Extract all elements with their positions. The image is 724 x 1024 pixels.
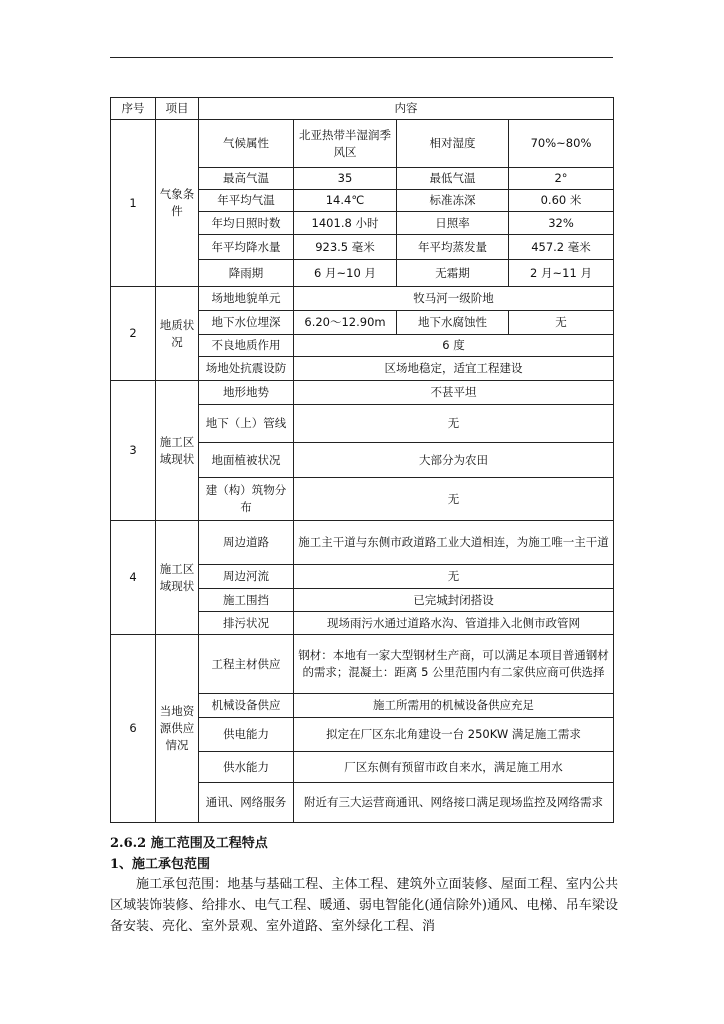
cell: 无 [294, 478, 614, 521]
cell: 70%~80% [509, 120, 614, 168]
cell: 1401.8 小时 [294, 212, 397, 235]
cell: 无 [294, 405, 614, 443]
body-paragraph: 施工承包范围：地基与基础工程、主体工程、建筑外立面装修、屋面工程、室内公共区域装饰装修、给排水、电气工程、暖通、弱电智能化(通信除外)通风、电梯、吊车梁设备安装、亮化、室外景观、室外道路、室外绿化工程、消 [110, 877, 618, 934]
cell: 标准冻深 [397, 190, 509, 212]
cell: 气候属性 [199, 120, 294, 168]
cell: 场地地貌单元 [199, 287, 294, 311]
table-row [111, 635, 614, 694]
table-row [111, 287, 614, 311]
cell: 工程主材供应 [199, 635, 294, 694]
cell: 周边河流 [199, 565, 294, 589]
project-conditions-table [110, 97, 614, 823]
section-item: 施工区域现状 [156, 381, 199, 521]
section-item: 施工区域现状 [156, 521, 199, 635]
cell: 厂区东侧有预留市政自来水，满足施工用水 [294, 752, 614, 783]
cell: 2° [509, 168, 614, 190]
cell: 年均日照时数 [199, 212, 294, 235]
table-row [111, 120, 614, 168]
cell: 北亚热带半湿润季风区 [294, 120, 397, 168]
header-item: 项目 [156, 98, 199, 120]
section-heading: 2.6.2 施工范围及工程特点 [110, 836, 268, 851]
section-item: 地质状况 [156, 287, 199, 381]
cell: 年平均降水量 [199, 235, 294, 260]
cell: 钢材：本地有一家大型钢材生产商，可以满足本项目普通钢材的需求；混凝土：距离 5 公里范围内有二家供应商可供选择 [294, 635, 614, 694]
cell: 机械设备供应 [199, 694, 294, 718]
cell: 无 [509, 311, 614, 335]
subsection-heading: 1、施工承包范围 [110, 857, 211, 872]
cell: 供水能力 [199, 752, 294, 783]
cell: 最低气温 [397, 168, 509, 190]
section-no: 1 [111, 120, 156, 287]
cell: 降雨期 [199, 260, 294, 287]
cell: 不良地质作用 [199, 335, 294, 357]
cell: 通讯、网络服务 [199, 783, 294, 823]
page-header-rule [110, 57, 613, 58]
cell: 排污状况 [199, 612, 294, 635]
cell: 最高气温 [199, 168, 294, 190]
cell: 6 月~10 月 [294, 260, 397, 287]
cell: 年平均气温 [199, 190, 294, 212]
cell: 地形地势 [199, 381, 294, 405]
cell: 0.60 米 [509, 190, 614, 212]
cell: 不甚平坦 [294, 381, 614, 405]
cell: 地下（上）管线 [199, 405, 294, 443]
cell: 地下水腐蚀性 [397, 311, 509, 335]
cell: 牧马河一级阶地 [294, 287, 614, 311]
cell: 14.4℃ [294, 190, 397, 212]
cell: 6 度 [294, 335, 614, 357]
cell: 923.5 毫米 [294, 235, 397, 260]
cell: 建（构）筑物分布 [199, 478, 294, 521]
cell: 地面植被状况 [199, 443, 294, 478]
cell: 拟定在厂区东北角建设一台 250KW 满足施工需求 [294, 718, 614, 752]
section-no: 3 [111, 381, 156, 521]
cell: 日照率 [397, 212, 509, 235]
cell: 已完城封闭搭设 [294, 589, 614, 612]
cell: 现场雨污水通过道路水沟、管道排入北侧市政管网 [294, 612, 614, 635]
section-item: 气象条件 [156, 120, 199, 287]
cell: 32% [509, 212, 614, 235]
cell: 附近有三大运营商通讯、网络接口满足现场监控及网络需求 [294, 783, 614, 823]
section-no: 6 [111, 635, 156, 823]
table-row [111, 521, 614, 565]
cell: 地下水位埋深 [199, 311, 294, 335]
cell: 无霜期 [397, 260, 509, 287]
header-content: 内容 [199, 98, 614, 120]
cell: 年平均蒸发量 [397, 235, 509, 260]
header-no: 序号 [111, 98, 156, 120]
cell: 相对湿度 [397, 120, 509, 168]
cell: 供电能力 [199, 718, 294, 752]
section-item: 当地资源供应情况 [156, 635, 199, 823]
cell: 施工主干道与东侧市政道路工业大道相连，为施工唯一主干道 [294, 521, 614, 565]
cell: 区场地稳定，适宜工程建设 [294, 357, 614, 381]
cell: 35 [294, 168, 397, 190]
cell: 施工围挡 [199, 589, 294, 612]
cell: 457.2 毫米 [509, 235, 614, 260]
section-no: 4 [111, 521, 156, 635]
cell: 周边道路 [199, 521, 294, 565]
table-header-row [111, 98, 614, 120]
cell: 2 月~11 月 [509, 260, 614, 287]
cell: 6.20～12.90m [294, 311, 397, 335]
cell: 大部分为农田 [294, 443, 614, 478]
table-row [111, 381, 614, 405]
cell: 施工所需用的机械设备供应充足 [294, 694, 614, 718]
cell: 场地处抗震设防 [199, 357, 294, 381]
section-no: 2 [111, 287, 156, 381]
cell: 无 [294, 565, 614, 589]
